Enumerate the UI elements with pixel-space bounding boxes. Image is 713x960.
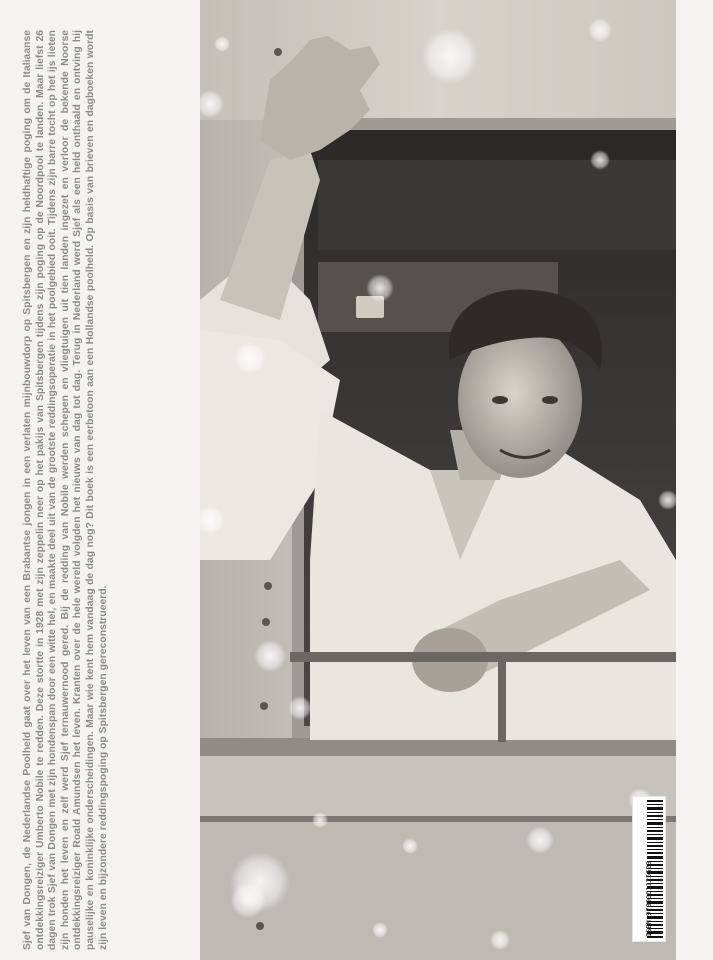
blurb-column	[0, 0, 200, 960]
waving-man-photo-icon	[200, 0, 676, 960]
blurb-rotated-block	[22, 30, 110, 950]
isbn-barcode	[632, 796, 666, 942]
isbn-number: ISBN 9789061125628	[645, 861, 653, 937]
blurb-text: Sjef van Dongen, de Nederlandse Poolheld gaat over het leven van een Brabantse jongen in een verlaten mijnbouwdorp op Spitsbergen en zijn heldhaftige poging om de Italiaanse ontdekkingsreiziger Umberto Nobile te redden. Deze stortte in 1928 met zijn zeppelin neer op het pakijs van Spitsbergen tijdens zijn poging op de Noordpool te landen. Maar liefst 26 dagen trok Sjef van Dongen met zijn hondenspan door een witte hel, en maakte deel uit van de grootste reddingsoperatie in het poolgebied ooit. Tijdens zijn barre tocht op het ijs lieten zijn honden het leven en zelf werd Sjef ternauwernood gered. Bij de redding van Nobile werden schepen en vliegtuigen uit tien landen ingezet en verloor de bekende Noorse ontdekkingsreiziger Roald Amundsen het leven. Kranten over de hele wereld volgden het nieuws van dag tot dag. Terug in Nederland werd Sjef als een held onthaald en ontving hij pauselijke en koninklijke onderscheidingen. Maar wie kent hem vandaag de dag nog? Dit boek is een eerbetoon aan een Hollandse poolheld. Op basis van brieven en dagboeken wordt zijn leven en bijzondere reddingspoging op Spitsbergen gereconstrueerd.	[22, 30, 109, 950]
cover-photo	[200, 0, 676, 960]
